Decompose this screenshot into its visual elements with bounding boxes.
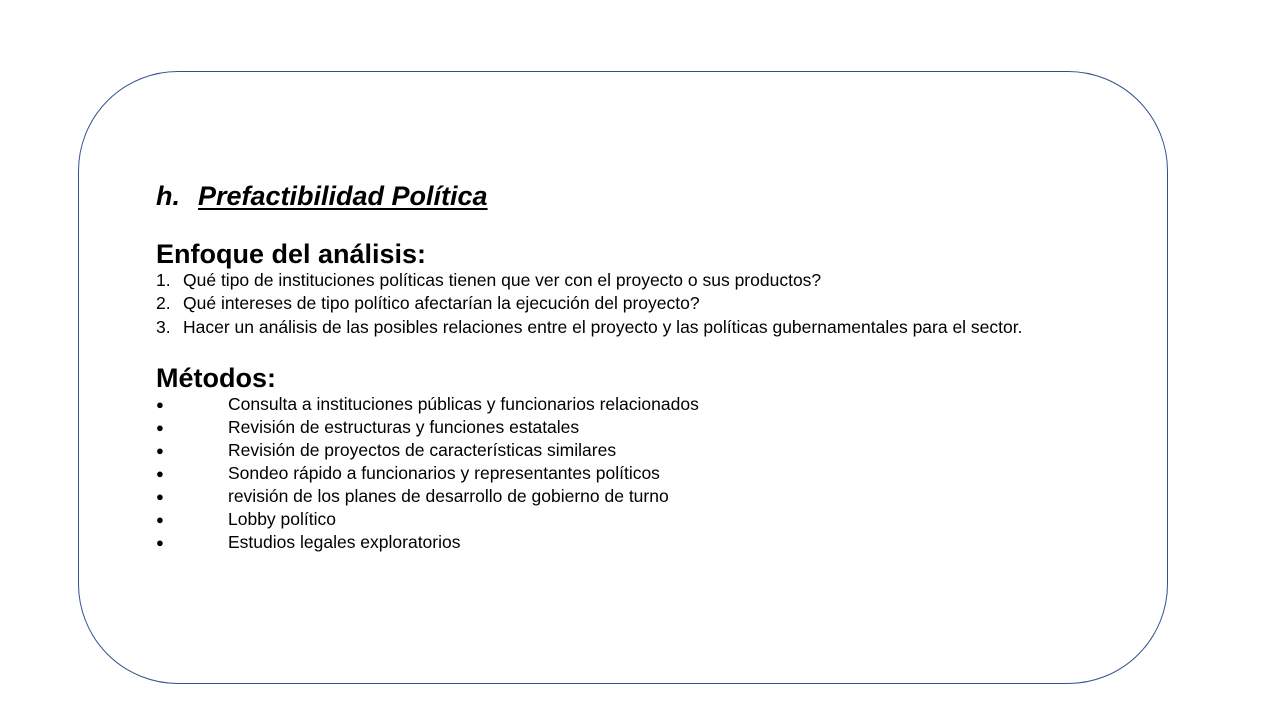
metodos-item-text: Consulta a instituciones públicas y funcionarios relacionados: [228, 393, 699, 414]
enfoque-item-text: Qué intereses de tipo político afectarían la ejecución del proyecto?: [183, 293, 700, 314]
metodos-heading: Métodos:: [156, 362, 276, 393]
slide-content: [156, 178, 1106, 554]
metodos-item-text: Revisión de estructuras y funciones estatales: [228, 416, 580, 437]
metodos-item: [156, 508, 1106, 531]
bullet-icon: ●: [156, 442, 164, 458]
enfoque-item-number: 2.: [156, 293, 171, 314]
metodos-item-text: Lobby político: [228, 508, 336, 529]
metodos-item: [156, 439, 1106, 462]
bullet-icon: ●: [156, 511, 164, 527]
section-letter: h.: [156, 181, 180, 211]
metodos-item: [156, 531, 1106, 554]
enfoque-item: [156, 292, 1106, 315]
metodos-item-text: Estudios legales exploratorios: [228, 531, 461, 552]
enfoque-item-text: Qué tipo de instituciones políticas tienen que ver con el proyecto o sus productos?: [183, 270, 822, 290]
bullet-icon: ●: [156, 465, 164, 481]
section-title: [156, 178, 1106, 214]
enfoque-heading: Enfoque del análisis:: [156, 239, 427, 269]
enfoque-item: [156, 269, 1106, 292]
metodos-list: [156, 393, 1106, 554]
bullet-icon: ●: [156, 488, 164, 504]
metodos-item: [156, 416, 1106, 439]
bullet-icon: ●: [156, 419, 164, 435]
enfoque-item-text: Hacer un análisis de las posibles relaciones entre el proyecto y las políticas gubernamentales para el sector.: [183, 316, 1023, 337]
enfoque-item-number: 3.: [156, 316, 171, 337]
section-title-text: Prefactibilidad Política: [198, 181, 488, 211]
metodos-item-text: Revisión de proyectos de características similares: [228, 439, 617, 460]
metodos-item-text: revisión de los planes de desarrollo de gobierno de turno: [228, 485, 669, 506]
metodos-item: [156, 393, 1106, 416]
metodos-item: [156, 462, 1106, 485]
bullet-icon: ●: [156, 534, 164, 550]
bullet-icon: ●: [156, 396, 164, 412]
enfoque-list: [156, 269, 1106, 339]
enfoque-item: [156, 316, 1106, 339]
enfoque-item-number: 1.: [156, 270, 171, 290]
metodos-item: [156, 485, 1106, 508]
metodos-item-text: Sondeo rápido a funcionarios y representantes políticos: [228, 462, 660, 483]
